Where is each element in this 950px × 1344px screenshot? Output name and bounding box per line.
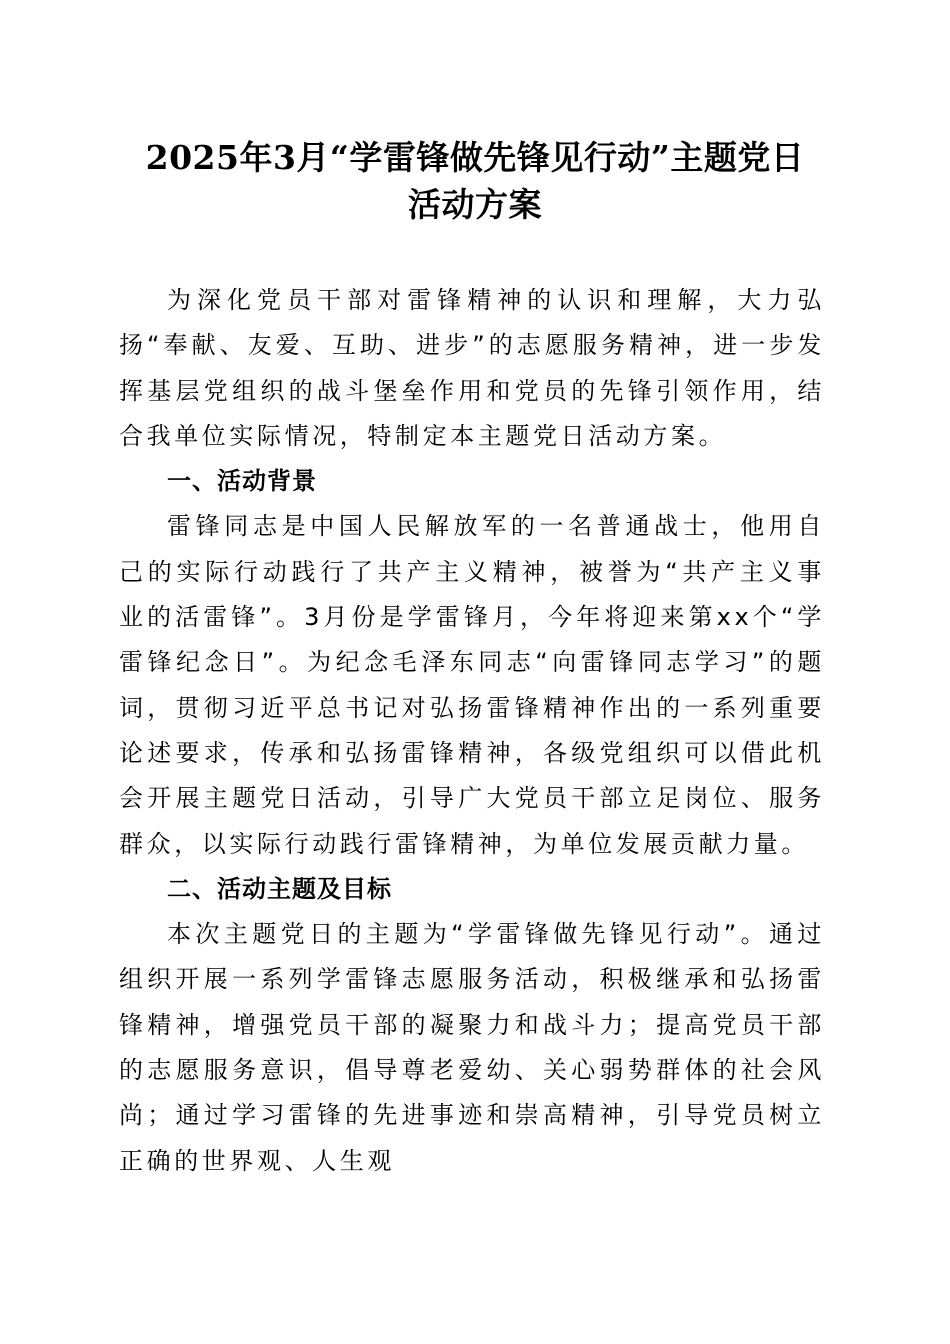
document-title: [100, 134, 850, 228]
intro-paragraph: 为深化党员干部对雷锋精神的认识和理解，大力弘扬“奉献、友爱、互助、进步”的志愿服务精神，进一步发挥基层党组织的战斗堡垒作用和党员的先锋引领作用，结合我单位实际情况，特制定本主题党日活动方案。: [119, 286, 825, 450]
section-1-paragraph: 雷锋同志是中国人民解放军的一名普通战士，他用自己的实际行动践行了共产主义精神，被誉为“共产主义事业的活雷锋”。3月份是学雷锋月，今年将迎来第xx个“学雷锋纪念日”。为纪念毛泽东同志“向雷锋同志学习”的题词，贯彻习近平总书记对弘扬雷锋精神作出的一系列重要论述要求，传承和弘扬雷锋精神，各级党组织可以借此机会开展主题党日活动，引导广大党员干部立足岗位、服务群众，以实际行动践行雷锋精神，为单位发展贡献力量。: [119, 512, 825, 858]
title-line-2: 活动方案: [408, 185, 542, 224]
section-2-paragraph: 本次主题党日的主题为“学雷锋做先锋见行动”。通过组织开展一系列学雷锋志愿服务活动，积极继承和弘扬雷锋精神，增强党员干部的凝聚力和战斗力；提高党员干部的志愿服务意识，倡导尊老爱幼、关心弱势群体的社会风尚；通过学习雷锋的先进事迹和崇高精神，引导党员树立正确的世界观、人生观: [119, 920, 825, 1175]
document-body: [119, 278, 825, 1184]
section-2-heading: 二、活动主题及目标: [167, 874, 392, 903]
title-line-1: 2025年3月“学雷锋做先锋见行动”主题党日: [145, 138, 805, 177]
section-1-heading: 一、活动背景: [167, 467, 317, 496]
